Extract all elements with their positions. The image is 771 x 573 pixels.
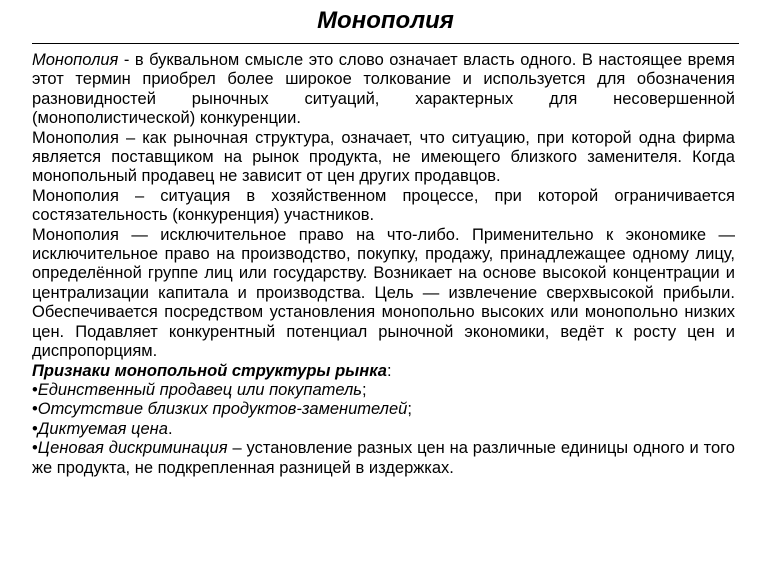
definition-paragraph-economic-process: [32, 187, 735, 226]
definition-text: Монополия – ситуация в хозяйственном процессе, при которой ограничивается состязательность (конкуренция) участников.: [32, 186, 735, 225]
title-divider: [32, 43, 739, 44]
definition-text: - в буквальном смысле это слово означает власть одного. В настоящее время этот термин приобрел более широкое толкование и используется для обозначения разновидностей рыночных ситуаций, характерных для несовершенной (монополистической) конкуренции.: [32, 51, 735, 128]
signs-heading-text: Признаки монопольной структуры рынка: [32, 361, 387, 380]
sign-list-item: [32, 381, 735, 400]
sign-name: Диктуемая цена: [37, 419, 168, 438]
sign-list-item: [32, 400, 735, 419]
bullet-icon: •: [32, 400, 38, 419]
bullet-icon: •: [32, 419, 38, 438]
slide-body: [32, 51, 735, 478]
signs-heading-colon: :: [386, 361, 392, 380]
bullet-icon: •: [32, 439, 38, 458]
bullet-icon: •: [32, 380, 38, 399]
definition-term: Монополия: [32, 51, 119, 69]
sign-rest: ;: [361, 380, 367, 399]
sign-name: Ценовая дискриминация: [37, 439, 228, 458]
definition-paragraph-literal: [32, 51, 735, 129]
sign-rest: ;: [407, 400, 412, 419]
sign-rest: .: [167, 419, 173, 438]
sign-rest: – установление разных цен на различные единицы одного и того же продукта, не подкрепленная разницей в издержках.: [32, 439, 735, 477]
sign-name: Отсутствие близких продуктов-заменителей: [37, 400, 408, 419]
definition-paragraph-market-structure: [32, 129, 735, 187]
definition-paragraph-exclusive-right: [32, 226, 735, 362]
sign-list-item: [32, 420, 735, 439]
signs-heading: [32, 362, 735, 381]
sign-list-item: [32, 439, 735, 478]
sign-name: Единственный продавец или покупатель: [37, 380, 362, 399]
definition-text: Монополия – как рыночная структура, означает, что ситуацию, при которой одна фирма является поставщиком на рынок продукта, не имеющего близкого заменителя. Когда монопольный продавец не зависит от цен других продавцов.: [32, 128, 735, 186]
slide-title: Монополия: [317, 7, 454, 34]
definition-text: Монополия — исключительное право на что-либо. Применительно к экономике — исключительное право на производство, покупку, продажу, принадлежащее одному лицу, определённой группе лиц или государству. Возникает на основе высокой концентрации и централизации капитала и производства. Цель — извлечение сверхвысокой прибыли. Обеспечивается посредством установления монопольно высоких или монопольно низких цен. Подавляет конкурентный потенциал рыночной экономики, ведёт к росту цен и диспропорциям.: [32, 225, 735, 361]
